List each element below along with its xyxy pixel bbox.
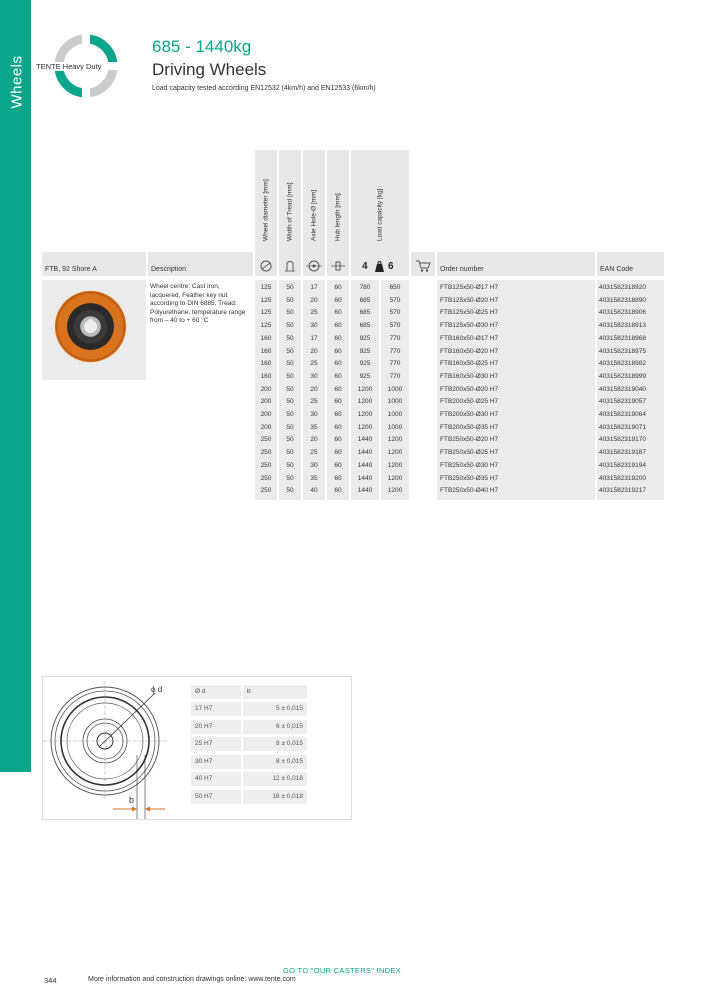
table-cell-l4: 1440 (357, 449, 373, 457)
table-cell-l6: 570 (389, 322, 401, 330)
table-cell-w: 50 (286, 372, 294, 380)
table-cell-h: 60 (334, 284, 342, 291)
table-cell-d: 200 (260, 398, 272, 406)
table-cell-h: 60 (334, 372, 342, 380)
table-cell-l6: 1200 (387, 461, 403, 469)
table-cell-ean: 4031582318890 (599, 296, 646, 304)
table-cell-w: 50 (286, 423, 294, 431)
table-cell-l4: 925 (359, 360, 371, 368)
table-cell-ean: 4031582318920 (599, 284, 646, 291)
table-cell-d: 200 (260, 423, 272, 431)
table-cell-l6: 650 (389, 284, 401, 291)
header-wheel-diameter: Wheel diameter [mm] (255, 150, 277, 276)
table-cell-h: 60 (334, 449, 342, 457)
table-cell-order: FTB250x50-Ø40 H7 (440, 487, 499, 495)
weight-icon (375, 261, 384, 272)
drawing-header-b: b (243, 685, 307, 699)
table-cell-order: FTB250x50-Ø30 H7 (440, 461, 499, 469)
table-cell-l4: 685 (359, 296, 371, 304)
table-cell-order: FTB125x50-Ø20 H7 (440, 296, 499, 304)
axle-hole-icon (306, 260, 322, 272)
table-cell-a: 30 (310, 322, 318, 330)
table-cell-w: 50 (286, 398, 294, 406)
table-cell-a: 20 (310, 385, 318, 393)
table-cell-a: 30 (310, 372, 318, 380)
table-cell-order: FTB160x50-Ø30 H7 (440, 372, 499, 380)
table-cell-l4: 925 (359, 347, 371, 355)
table-cell-h: 60 (334, 347, 342, 355)
page-subtitle: Load capacity tested according EN12532 (4km/h) and EN12533 (6km/h) (152, 85, 376, 92)
header-ean: EAN Code (597, 252, 664, 276)
table-cell-a: 35 (310, 423, 318, 431)
page-number: 344 (44, 976, 57, 985)
table-cell-w: 50 (286, 461, 294, 469)
table-cell-l6: 770 (389, 360, 401, 368)
table-cell-w: 50 (286, 411, 294, 418)
table-cell-l4: 780 (359, 284, 371, 291)
table-cell-ean: 4031582318975 (599, 347, 646, 355)
table-cell-w: 50 (286, 322, 294, 330)
table-cell-l6: 1200 (387, 487, 403, 495)
table-cell-l6: 1000 (387, 385, 403, 393)
table-cell-a: 25 (310, 398, 318, 406)
table-cell-h: 60 (334, 487, 342, 495)
table-cell-order: FTB250x50-Ø20 H7 (440, 436, 499, 444)
table-cell-ean: 4031582318968 (599, 334, 646, 342)
table-cell-ean: 4031582318913 (599, 322, 646, 330)
table-cell-order: FTB250x50-Ø25 H7 (440, 449, 499, 457)
table-cell-d: 200 (260, 385, 272, 393)
table-cell-d: 250 (260, 461, 272, 469)
drawing-cell-b: 8 ± 0,015 (243, 737, 307, 751)
drawing-b-label: b (129, 795, 135, 805)
table-cell-order: FTB160x50-Ø20 H7 (440, 347, 499, 355)
dimension-drawing (42, 676, 352, 820)
drawing-cell-b: 12 ± 0,018 (243, 772, 307, 786)
table-cell-order: FTB125x50-Ø17 H7 (440, 284, 499, 291)
table-cell-w: 50 (286, 474, 294, 482)
table-cell-d: 125 (260, 296, 272, 304)
table-cell-d: 160 (260, 334, 272, 342)
table-cell-w: 50 (286, 385, 294, 393)
table-cell-a: 20 (310, 347, 318, 355)
table-cell-h: 60 (334, 398, 342, 406)
table-cell-d: 250 (260, 487, 272, 495)
table-cell-l6: 1000 (387, 423, 403, 431)
table-cell-l6: 1200 (387, 474, 403, 482)
table-cell-l4: 685 (359, 309, 371, 317)
table-cell-ean: 4031582319064 (599, 411, 646, 418)
header-product: FTB, 92 Shore A (42, 252, 146, 276)
casters-index-link[interactable]: GO TO "OUR CASTERS" INDEX (283, 966, 401, 975)
table-cell-d: 125 (260, 284, 272, 291)
cart-icon (415, 260, 431, 272)
drawing-cell-d: 20 H7 (191, 720, 241, 734)
table-cell-h: 60 (334, 423, 342, 431)
table-cell-l4: 925 (359, 372, 371, 380)
table-cell-l6: 770 (389, 347, 401, 355)
table-cell-l4: 1200 (357, 385, 373, 393)
table-cell-d: 250 (260, 449, 272, 457)
table-cell-l4: 925 (359, 334, 371, 342)
table-cell-a: 30 (310, 461, 318, 469)
table-cell-l4: 685 (359, 322, 371, 330)
table-cell-h: 60 (334, 309, 342, 317)
table-cell-a: 20 (310, 296, 318, 304)
table-cell-ean: 4031582319200 (599, 474, 646, 482)
table-cell-d: 160 (260, 347, 272, 355)
tread-width-icon (283, 260, 297, 272)
table-cell-l6: 570 (389, 296, 401, 304)
table-cell-d: 160 (260, 360, 272, 368)
speed-4-label: 4 (362, 261, 368, 272)
drawing-cell-d: 40 H7 (191, 772, 241, 786)
product-description: Wheel centre: Cast iron, lacquered, Feather key nut according to DIN 6885, Tread: Polyurethane, temperature range from – 40 to + 60 °C (150, 283, 246, 325)
table-cell-h: 60 (334, 385, 342, 393)
speed-6-label: 6 (388, 261, 394, 272)
table-cell-a: 17 (310, 334, 318, 342)
header-load-capacity: Load capacity [kg] 4 6 (351, 150, 409, 276)
table-cell-a: 20 (310, 436, 318, 444)
hub-length-icon (331, 260, 345, 272)
table-cell-h: 60 (334, 296, 342, 304)
drawing-cell-b: 6 ± 0,015 (243, 720, 307, 734)
table-cell-order: FTB200x50-Ø30 H7 (440, 411, 499, 418)
table-cell-ean: 4031582318982 (599, 360, 646, 368)
table-cell-l4: 1200 (357, 423, 373, 431)
table-cell-order: FTB125x50-Ø25 H7 (440, 309, 499, 317)
side-band (0, 0, 31, 772)
drawing-cell-b: 8 ± 0,015 (243, 755, 307, 769)
table-cell-order: FTB200x50-Ø25 H7 (440, 398, 499, 406)
header-order-number: Order number (437, 252, 595, 276)
table-cell-d: 250 (260, 436, 272, 444)
wheel-diameter-icon (259, 260, 273, 272)
drawing-cell-d: 30 H7 (191, 755, 241, 769)
table-cell-l4: 1200 (357, 398, 373, 406)
table-cell-w: 50 (286, 309, 294, 317)
table-cell-d: 125 (260, 322, 272, 330)
table-cell-l6: 1000 (387, 411, 403, 418)
table-cell-ean: 4031582319057 (599, 398, 646, 406)
header-tread-width: Width of Tread [mm] (279, 150, 301, 276)
table-cell-w: 50 (286, 334, 294, 342)
table-cell-order: FTB200x50-Ø35 H7 (440, 423, 499, 431)
table-cell-w: 50 (286, 284, 294, 291)
table-cell-order: FTB125x50-Ø30 H7 (440, 322, 499, 330)
driving-wheel-image (53, 289, 128, 364)
table-cell-ean: 4031582319217 (599, 487, 646, 495)
footer-text: More information and construction drawings online: www.tente.com (88, 976, 296, 983)
table-cell-l6: 1000 (387, 398, 403, 406)
table-cell-d: 250 (260, 474, 272, 482)
table-cell-ean: 4031582319040 (599, 385, 646, 393)
drawing-cell-d: 50 H7 (191, 790, 241, 804)
header-hub-length: Hub length [mm] (327, 150, 349, 276)
table-cell-h: 60 (334, 322, 342, 330)
table-cell-a: 35 (310, 474, 318, 482)
table-cell-order: FTB160x50-Ø17 H7 (440, 334, 499, 342)
drawing-cell-b: 5 ± 0,015 (243, 702, 307, 716)
load-range: 685 - 1440kg (152, 37, 252, 56)
page-title: Driving Wheels (152, 60, 267, 79)
table-cell-a: 25 (310, 449, 318, 457)
header-cart (411, 252, 435, 276)
table-cell-l4: 1200 (357, 411, 373, 418)
table-cell-l6: 1200 (387, 449, 403, 457)
table-cell-w: 50 (286, 296, 294, 304)
table-cell-l6: 1200 (387, 436, 403, 444)
table-cell-l6: 770 (389, 334, 401, 342)
table-cell-h: 60 (334, 411, 342, 418)
table-cell-a: 40 (310, 487, 318, 495)
table-cell-ean: 4031582319187 (599, 449, 646, 457)
table-cell-a: 25 (310, 309, 318, 317)
table-cell-h: 60 (334, 360, 342, 368)
table-cell-a: 17 (310, 284, 318, 291)
table-cell-l6: 770 (389, 372, 401, 380)
table-cell-l4: 1440 (357, 487, 373, 495)
table-cell-w: 50 (286, 347, 294, 355)
table-cell-ean: 4031582319194 (599, 461, 646, 469)
drawing-cell-d: 17 H7 (191, 702, 241, 716)
table-cell-h: 60 (334, 436, 342, 444)
table-cell-order: FTB200x50-Ø20 H7 (440, 385, 499, 393)
table-cell-a: 30 (310, 411, 318, 418)
table-cell-d: 125 (260, 309, 272, 317)
table-cell-ean: 4031582319071 (599, 423, 646, 431)
table-cell-l4: 1440 (357, 461, 373, 469)
table-cell-w: 50 (286, 360, 294, 368)
drawing-header-d: Ø d (191, 685, 241, 699)
table-cell-order: FTB160x50-Ø25 H7 (440, 360, 499, 368)
table-cell-l4: 1440 (357, 474, 373, 482)
table-cell-d: 160 (260, 372, 272, 380)
table-cell-w: 50 (286, 487, 294, 495)
table-cell-w: 50 (286, 449, 294, 457)
logo-text: TENTE Heavy Duty (36, 62, 102, 71)
drawing-diameter-label: ϕ d (151, 685, 163, 694)
table-cell-order: FTB250x50-Ø35 H7 (440, 474, 499, 482)
table-cell-ean: 4031582319170 (599, 436, 646, 444)
table-cell-ean: 4031582318999 (599, 372, 646, 380)
table-cell-a: 25 (310, 360, 318, 368)
table-cell-d: 200 (260, 411, 272, 418)
table-cell-h: 60 (334, 474, 342, 482)
table-cell-h: 60 (334, 461, 342, 469)
table-cell-w: 50 (286, 436, 294, 444)
drawing-cell-d: 25 H7 (191, 737, 241, 751)
table-cell-h: 60 (334, 334, 342, 342)
table-cell-l4: 1440 (357, 436, 373, 444)
header-axle-hole: Axle Hole-Ø [mm] (303, 150, 325, 276)
table-cell-ean: 4031582318906 (599, 309, 646, 317)
header-description: Description (148, 252, 253, 276)
drawing-cell-b: 16 ± 0,018 (243, 790, 307, 804)
section-label: Wheels (8, 55, 26, 109)
table-cell-l6: 570 (389, 309, 401, 317)
